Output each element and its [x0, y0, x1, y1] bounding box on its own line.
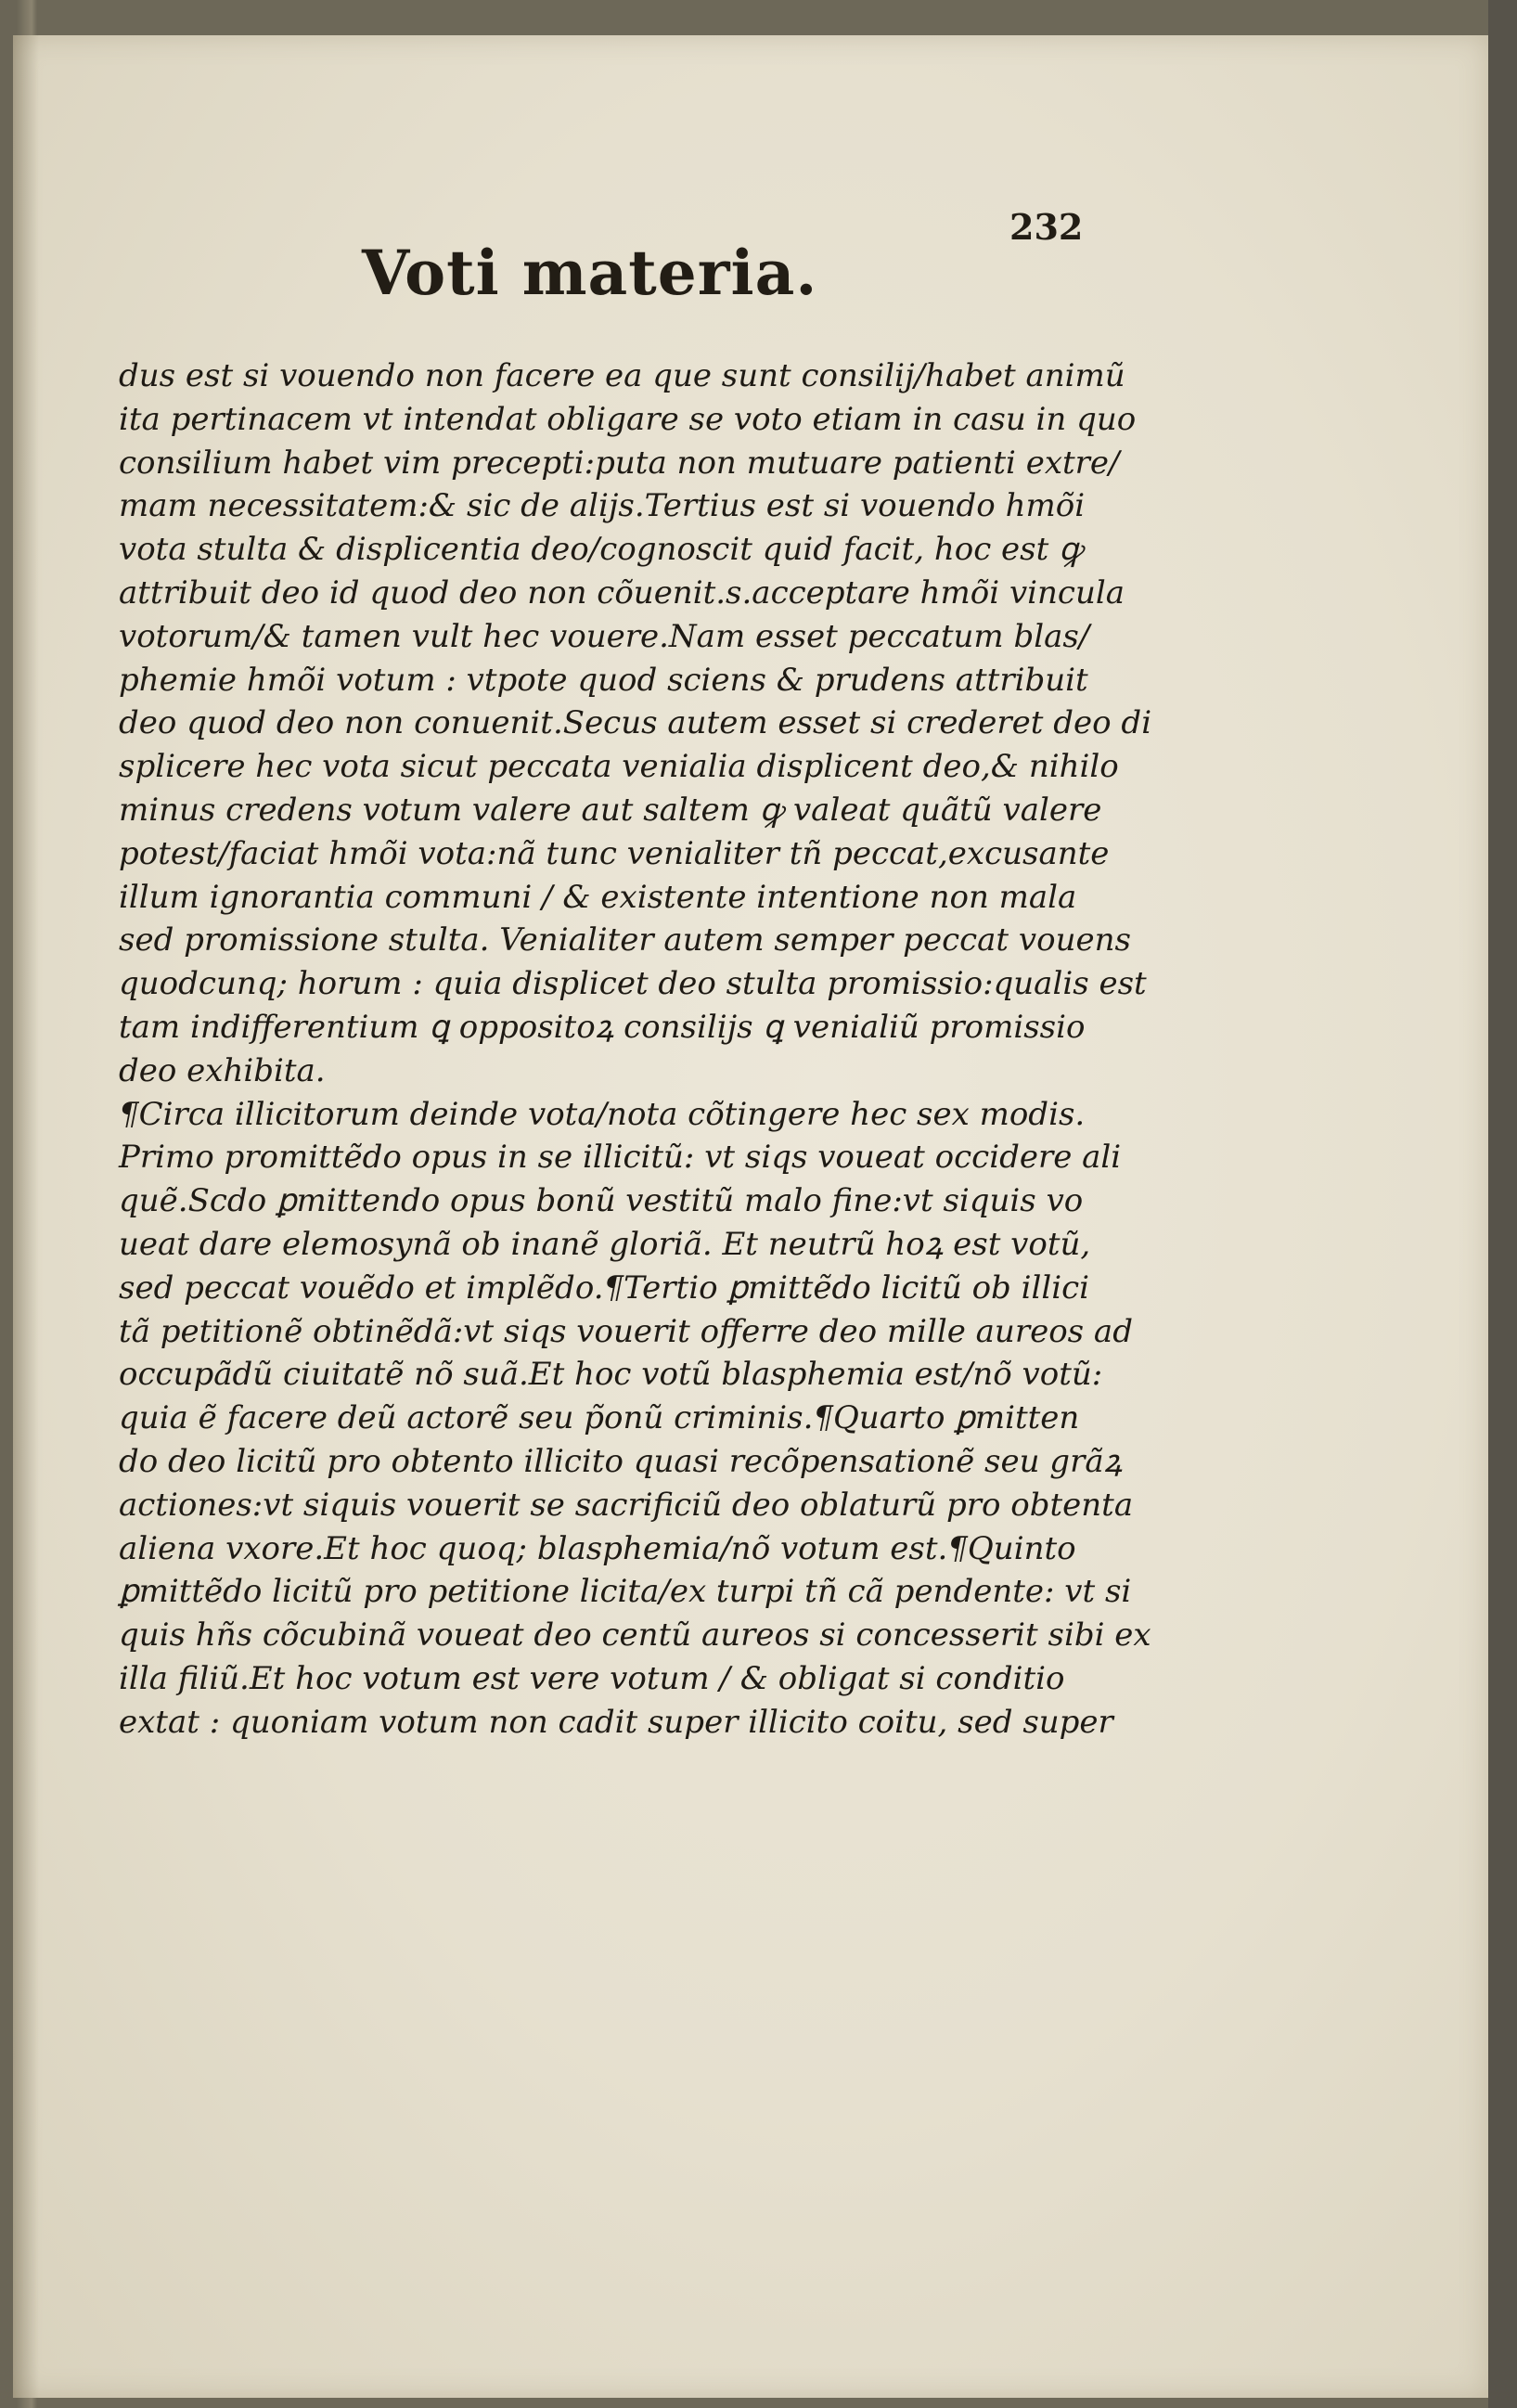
scan-edge	[1488, 0, 1517, 2408]
text-line: consilium habet vim precepti:puta non mutuare patienti extre/	[119, 444, 1120, 482]
text-line: Primo promittẽdo opus in se illicitũ: vt siqs voueat occidere ali	[119, 1139, 1122, 1177]
text-line: ueat dare elemosynã ob inanẽ gloriã. Et neutrũ hoꝝ est votũ,	[119, 1225, 1091, 1263]
text-line: sed peccat vouẽdo et implẽdo.¶Tertio ꝑmittẽdo licitũ ob illici	[119, 1268, 1090, 1307]
text-line: dus est si vouendo non facere ea que sunt consilij/habet animũ	[119, 357, 1125, 394]
text-line: mam necessitatem:& sic de alijs.Tertius est si vouendo hmõi	[119, 487, 1086, 525]
text-line: tã petitionẽ obtinẽdã:vt siqs vouerit offerre deo mille aureos ad	[119, 1312, 1133, 1350]
text-line: actiones:vt siquis vouerit se sacrificiũ deo oblaturũ pro obtenta	[119, 1486, 1134, 1524]
text-line: vota stulta & displicentia deo/cognoscit quid facit, hoc est ꝙ	[119, 531, 1083, 569]
text-line: attribuit deo id quod deo non cõuenit.s.acceptare hmõi vincula	[119, 573, 1125, 612]
text-line: potest/faciat hmõi vota:nã tunc venialiter tñ peccat,excusante	[119, 834, 1110, 872]
text-line: quodcunq; horum : quia displicet deo stulta promissio:qualis est	[119, 965, 1147, 1003]
running-head: Voti materia.	[362, 237, 818, 309]
body-text	[119, 354, 1152, 1745]
text-line: votorum/& tamen vult hec vouere.Nam esset peccatum blas/	[119, 617, 1090, 655]
text-line: aliena vxore.Et hoc quoq; blasphemia/nõ votum est.¶Quinto	[119, 1529, 1076, 1567]
text-line: do deo licitũ pro obtento illicito quasi recõpensationẽ seu grãꝝ	[119, 1442, 1123, 1480]
text-line: sed promissione stulta. Venialiter autem semper peccat vouens	[119, 921, 1131, 959]
text-line: deo quod deo non conuenit.Secus autem esset si crederet deo di	[119, 704, 1152, 742]
text-line: splicere hec vota sicut peccata venialia displicent deo,& nihilo	[119, 748, 1119, 786]
text-line: quẽ.Scdo ꝑmittendo opus bonũ vestitũ malo fine:vt siquis vo	[119, 1182, 1084, 1220]
text-line: illa filiũ.Et hoc votum est vere votum / & obligat si conditio	[119, 1659, 1065, 1697]
text-line: deo exhibita.	[119, 1051, 326, 1089]
text-line: ita pertinacem vt intendat obligare se voto etiam in casu in quo	[119, 400, 1137, 438]
text-line: ¶Circa illicitorum deinde vota/nota cõtingere hec sex modis.	[119, 1095, 1086, 1133]
text-line: tam indifferentium ꝗ oppositoꝝ consilijs ꝗ venialiũ promissio	[119, 1008, 1086, 1046]
text-line: quis hñs cõcubinã voueat deo centũ aureos si concesserit sibi ex	[119, 1616, 1151, 1655]
text-line: occupãdũ ciuitatẽ nõ suã.Et hoc votũ blasphemia est/nõ votũ:	[119, 1356, 1103, 1394]
text-line: ꝑmittẽdo licitũ pro petitione licita/ex turpi tñ cã pendente: vt si	[119, 1573, 1132, 1611]
text-line: phemie hmõi votum : vtpote quod sciens & prudens attribuit	[119, 661, 1088, 699]
text-line: illum ignorantia communi / & existente intentione non mala	[119, 878, 1077, 916]
text-line: extat : quoniam votum non cadit super illicito coitu, sed super	[119, 1703, 1113, 1741]
text-line: minus credens votum valere aut saltem ꝙ valeat quãtũ valere	[119, 791, 1102, 829]
folio-number: 232	[1009, 206, 1084, 248]
text-line: quia ẽ facere deũ actorẽ seu p̃onũ criminis.¶Quarto ꝑmitten	[119, 1399, 1080, 1437]
